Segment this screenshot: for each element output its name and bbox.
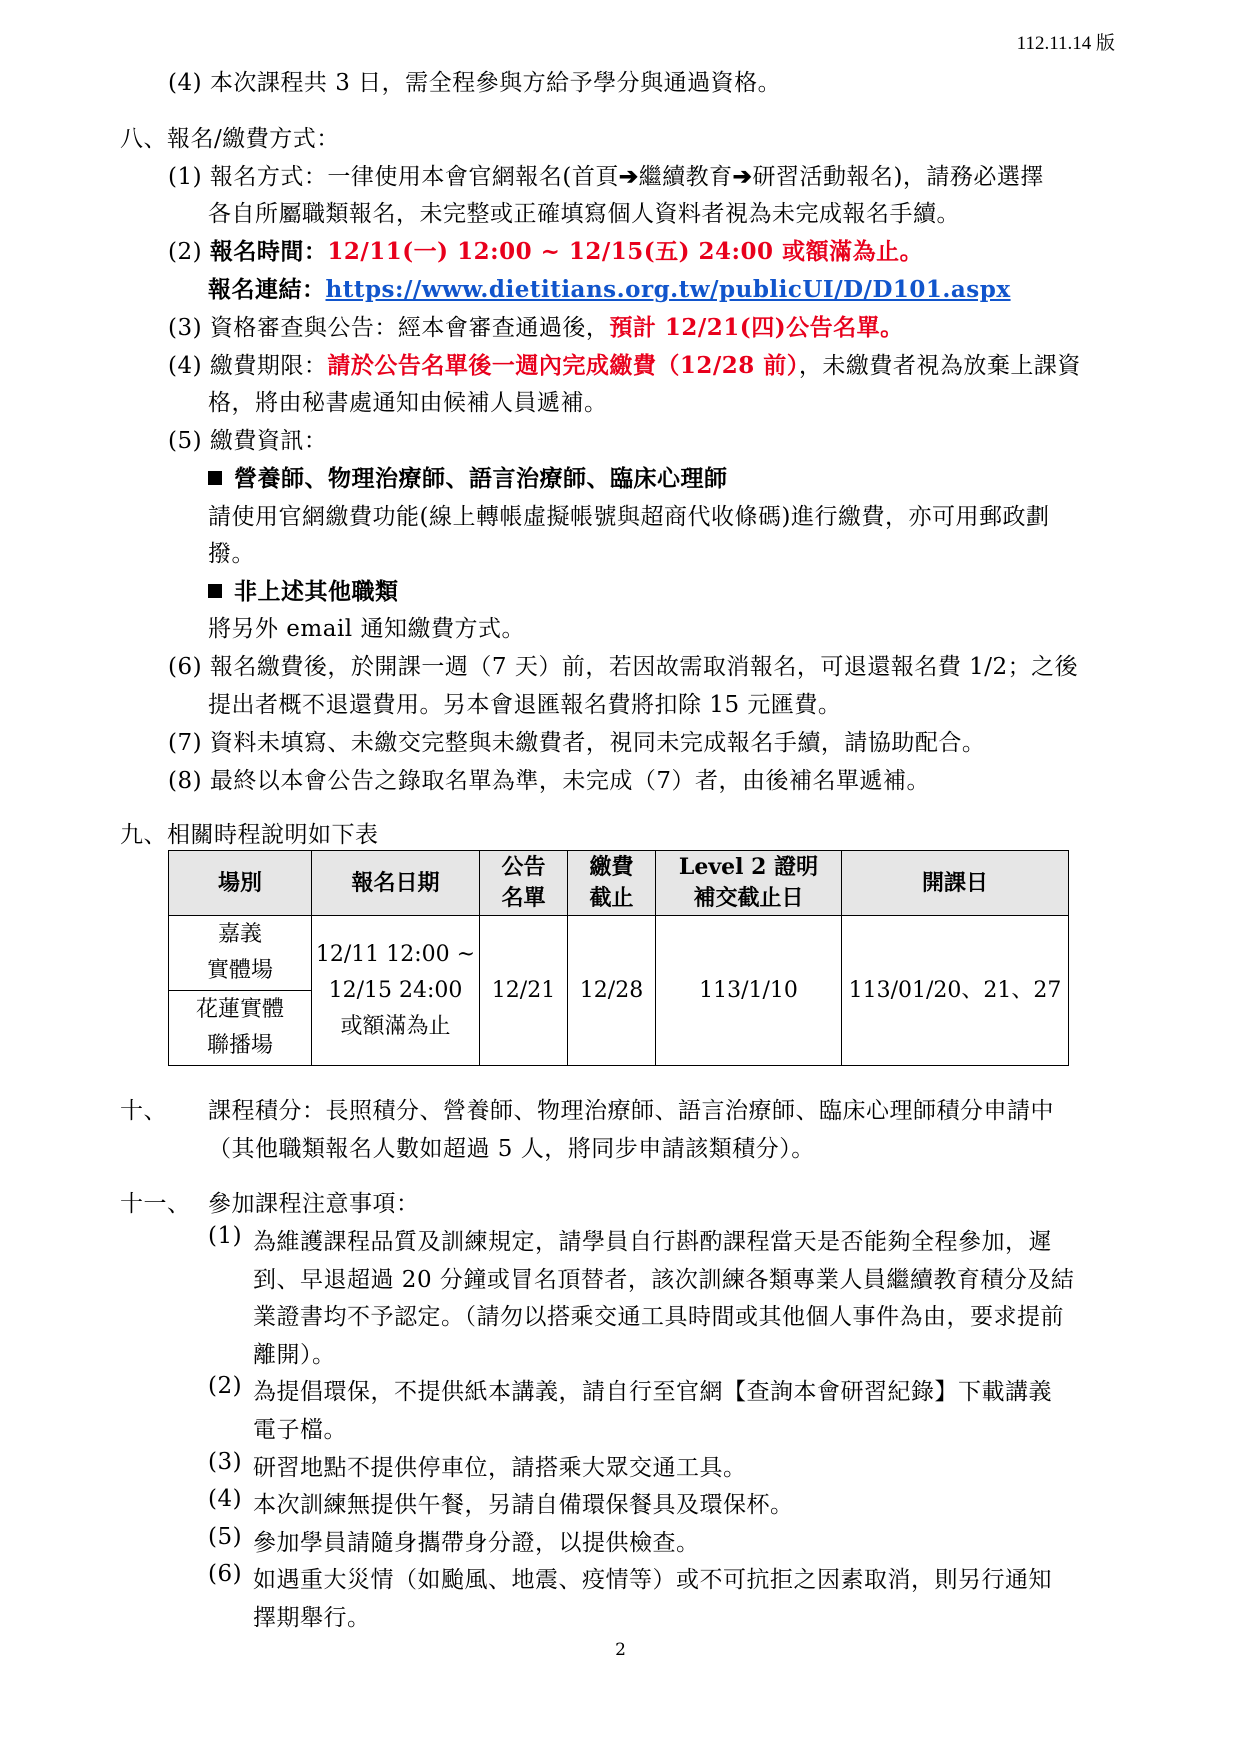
sec8-item4: [168, 347, 1081, 380]
reg-time-value: 12/11(一) 12:00 ~ 12/15(五) 24:00 或額滿為止。: [327, 238, 924, 265]
venue-cell-1: [169, 916, 312, 991]
sec8-item1-text-b: 繼續教育: [638, 164, 733, 190]
header-announce-1: 公告: [501, 854, 546, 880]
reg-date-line1: 12/11 12:00 ~: [315, 941, 476, 967]
reg-link-key: 報名連結：: [208, 276, 326, 303]
sec11-num-2: (2): [208, 1373, 243, 1399]
start-date-cell: 113/01/20、21、27: [842, 916, 1069, 1066]
header-venue: 場別: [169, 851, 312, 916]
sec8-item1-text-c: 研習活動報名)，請務必選擇: [752, 164, 1044, 190]
square-bullet-icon: [208, 471, 222, 485]
level2-cell: 113/1/10: [656, 916, 842, 1066]
sec8-item8: (8) 最終以本會公告之錄取名單為準，未完成（7）者，由後補名單遞補。: [168, 768, 931, 794]
sec8-item6-line2: 提出者概不退還費用。另本會退匯報名費將扣除 15 元匯費。: [208, 692, 842, 718]
sec11-num-3: (3): [208, 1449, 243, 1475]
payment-deadline-note: 請於公告名單後一週內完成繳費（12/28 前）: [327, 352, 799, 379]
reg-date-line3: 或額滿為止: [340, 1013, 451, 1039]
sec11-num-1: (1): [208, 1223, 243, 1249]
venue-cell-2: [169, 991, 312, 1066]
announce-cell: 12/21: [480, 916, 568, 1066]
payment-category-1: [208, 460, 728, 493]
header-reg-date: 報名日期: [312, 851, 480, 916]
header-payment-2: 截止: [589, 885, 634, 911]
sec8-item3-text: (3) 資格審查與公告：經本會審查通過後，: [168, 315, 610, 341]
section-11-title: 參加課程注意事項：: [208, 1191, 420, 1217]
venue-1-line2: 實體場: [206, 958, 273, 983]
section-11-label: 十一、: [120, 1191, 191, 1217]
sec11-item1-line2: 到、早退超過 20 分鐘或冒名頂替者，該次訓練各類專業人員繼續教育積分及結: [253, 1267, 1075, 1293]
sec8-item4-text-a: (4) 繳費期限：: [168, 353, 328, 379]
sec8-item3: [168, 309, 904, 342]
sec11-num-5: (5): [208, 1524, 243, 1550]
reg-date-line2: 12/15 24:00: [328, 977, 463, 1003]
header-level2-1: Level 2 證明: [678, 854, 819, 880]
payment-category-2: [208, 573, 399, 606]
section-10-label: 十、: [120, 1098, 167, 1124]
announce-date-note: 預計 12/21(四)公告名單。: [609, 314, 904, 341]
square-bullet-icon: [208, 584, 222, 598]
sec8-item1-line2: 各自所屬職類報名，未完整或正確填寫個人資料者視為未完成報名手續。: [208, 201, 960, 227]
header-announce: [480, 851, 568, 916]
sec11-item1-line4: 離開）。: [253, 1342, 336, 1368]
table-row: [169, 916, 1069, 991]
sec11-item1-line3: 業證書均不予認定。（請勿以搭乘交通工具時間或其他個人事件為由，要求提前: [253, 1304, 1064, 1330]
sec11-item6-line1: 如遇重大災情（如颱風、地震、疫情等）或不可抗拒之因素取消，則另行通知: [253, 1567, 1052, 1593]
header-level2: [656, 851, 842, 916]
header-payment: [568, 851, 656, 916]
sec11-item3: 研習地點不提供停車位，請搭乘大眾交通工具。: [253, 1455, 747, 1481]
sec11-item4: 本次訓練無提供午餐，另請自備環保餐具及環保杯。: [253, 1492, 794, 1518]
sec11-item5: 參加學員請隨身攜帶身分證，以提供檢查。: [253, 1530, 700, 1556]
version-label: 112.11.14 版: [1016, 33, 1115, 54]
registration-link[interactable]: https://www.dietitians.org.tw/publicUI/D/D101.aspx: [325, 276, 1011, 303]
schedule-table: [168, 850, 1069, 1066]
venue-2-line1: 花蓮實體: [195, 997, 284, 1022]
page-number: 2: [615, 1640, 626, 1660]
arrow-right-icon: ➔: [732, 163, 753, 190]
payment-category-2-label: 非上述其他職類: [234, 578, 399, 605]
sec11-num-6: (6): [208, 1561, 243, 1587]
reg-date-cell: [312, 916, 480, 1066]
payment-category-1-label: 營養師、物理治療師、語言治療師、臨床心理師: [234, 465, 728, 492]
arrow-right-icon: ➔: [618, 163, 639, 190]
header-payment-1: 繳費: [589, 854, 634, 880]
sec8-item4-line2: 格，將由秘書處通知由候補人員遞補。: [208, 390, 608, 416]
payment-category-2-text: 將另外 email 通知繳費方式。: [208, 616, 525, 642]
sec8-item4-text-b: ，未繳費者視為放棄上課資: [798, 353, 1081, 379]
venue-1-line1: 嘉義: [217, 922, 262, 947]
section-9-title: 九、相關時程說明如下表: [120, 822, 379, 848]
sec8-item5: (5) 繳費資訊：: [168, 428, 328, 454]
course-days-note: (4) 本次課程共 3 日，需全程參與方給予學分與通過資格。: [168, 70, 782, 96]
header-level2-2: 補交截止日: [693, 885, 804, 911]
reg-time-key: 報名時間：: [209, 238, 328, 265]
sec11-item2-line2: 電子檔。: [253, 1417, 347, 1443]
section-10-line2: （其他職類報名人數如超過 5 人，將同步申請該類積分）。: [208, 1136, 815, 1162]
sec11-item2-line1: 為提倡環保，不提供紙本講義，請自行至官網【查詢本會研習紀錄】下載講義: [253, 1379, 1052, 1405]
header-start-date: 開課日: [842, 851, 1069, 916]
sec8-item7: (7) 資料未填寫、未繳交完整與未繳費者，視同未完成報名手續，請協助配合。: [168, 730, 986, 756]
sec11-item6-line2: 擇期舉行。: [253, 1605, 371, 1631]
header-announce-2: 名單: [501, 885, 546, 911]
table-header-row: [169, 851, 1069, 916]
section-8-title: 八、報名/繳費方式：: [120, 126, 340, 152]
payment-category-1-text1: 請使用官網繳費功能(線上轉帳虛擬帳號與超商代收條碼)進行繳費，亦可用郵政劃: [208, 504, 1050, 530]
sec8-item1: [168, 158, 1044, 191]
sec8-item2-label: (2): [168, 239, 210, 265]
sec8-item2-link-line: [208, 271, 1011, 304]
sec8-item6-line1: (6) 報名繳費後，於開課一週（7 天）前，若因故需取消報名，可退還報名費 1/2；之後: [168, 654, 1079, 680]
sec11-item1-line1: 為維護課程品質及訓練規定，請學員自行斟酌課程當天是否能夠全程參加，遲: [253, 1229, 1052, 1255]
sec8-item1-text-a: (1) 報名方式：一律使用本會官網報名(首頁: [168, 164, 619, 190]
venue-2-line2: 聯播場: [206, 1033, 273, 1058]
payment-category-1-text2: 撥。: [208, 541, 255, 567]
payment-cell: 12/28: [568, 916, 656, 1066]
sec11-num-4: (4): [208, 1486, 243, 1512]
sec8-item2: [168, 233, 923, 266]
section-10-line1: 課程積分：長照積分、營養師、物理治療師、語言治療師、臨床心理師積分申請中: [208, 1098, 1054, 1124]
